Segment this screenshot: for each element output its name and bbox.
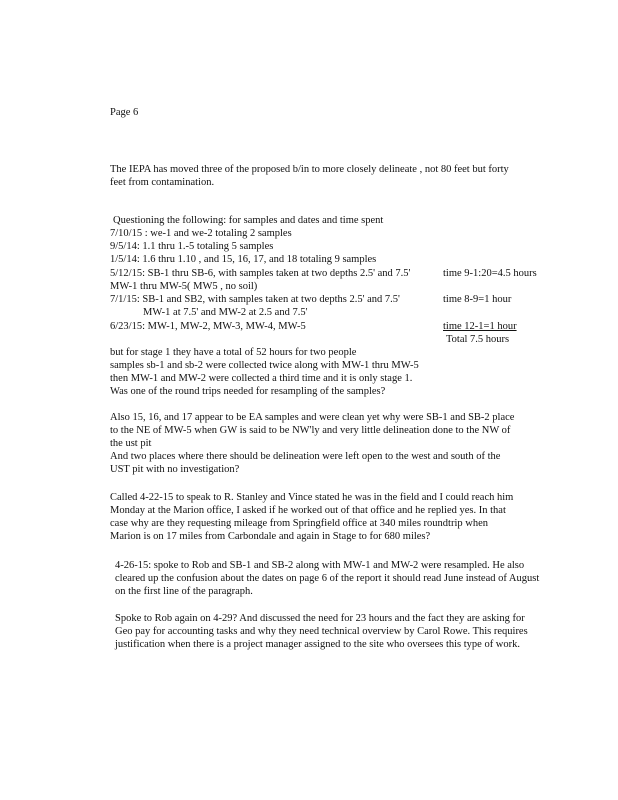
called-line-3: case why are they requesting mileage from Springfield office at 340 miles roundtrip when: [110, 518, 488, 529]
sample-line-2: 9/5/14: 1.1 thru 1.-5 totaling 5 samples: [110, 241, 274, 252]
sample-time-4: time 9-1:20=4.5 hours: [443, 268, 537, 279]
sample-line-8: 6/23/15: MW-1, MW-2, MW-3, MW-4, MW-5: [110, 321, 306, 332]
stage-line-1: but for stage 1 they have a total of 52 hours for two people: [110, 347, 357, 358]
stage-line-3: then MW-1 and MW-2 were collected a third time and it is only stage 1.: [110, 373, 413, 384]
spoke-line-3: on the first line of the paragraph.: [115, 586, 253, 597]
sample-line-5: MW-1 thru MW-5( MW5 , no soil): [110, 281, 258, 292]
stage-line-4: Was one of the round trips needed for resampling of the samples?: [110, 386, 386, 397]
again-line-3: justification when there is a project manager assigned to the site who oversees this type of work.: [115, 639, 521, 650]
ea-line-5: UST pit with no investigation?: [110, 464, 240, 475]
sample-time-8: time 12-1=1 hour: [443, 321, 517, 332]
ea-line-4: And two places where there should be delineation were left open to the west and south of the: [110, 451, 501, 462]
intro-line-2: feet from contamination.: [110, 177, 215, 188]
ea-line-3: the ust pit: [110, 438, 152, 449]
spoke-line-2: cleared up the confusion about the dates on page 6 of the report it should read June instead of August: [115, 573, 540, 584]
stage-line-2: samples sb-1 and sb-2 were collected twice along with MW-1 thru MW-5: [110, 360, 419, 371]
ea-line-1: Also 15, 16, and 17 appear to be EA samples and were clean yet why were SB-1 and SB-2 place: [110, 412, 515, 423]
called-line-1: Called 4-22-15 to speak to R. Stanley and Vince stated he was in the field and I could reach him: [110, 492, 514, 503]
total-hours: Total 7.5 hours: [446, 334, 510, 345]
sample-line-4: 5/12/15: SB-1 thru SB-6, with samples taken at two depths 2.5' and 7.5': [110, 268, 411, 279]
called-line-2: Monday at the Marion office, I asked if he worked out of that office and he replied yes. In that: [110, 505, 506, 516]
intro-line-1: The IEPA has moved three of the proposed b/in to more closely delineate , not 80 feet but forty: [110, 164, 509, 175]
sample-line-3: 1/5/14: 1.6 thru 1.10 , and 15, 16, 17, and 18 totaling 9 samples: [110, 254, 377, 265]
ea-line-2: to the NE of MW-5 when GW is said to be NW'ly and very little delineation done to the NW of: [110, 425, 511, 436]
sample-line-6: 7/1/15: SB-1 and SB2, with samples taken at two depths 2.5' and 7.5': [110, 294, 400, 305]
page-label: Page 6: [110, 107, 139, 118]
again-line-2: Geo pay for accounting tasks and why they need technical overview by Carol Rowe. This requires: [115, 626, 528, 637]
spoke-line-1: 4-26-15: spoke to Rob and SB-1 and SB-2 along with MW-1 and MW-2 were resampled. He also: [115, 560, 525, 571]
sample-time-6: time 8-9=1 hour: [443, 294, 512, 305]
questioning-line: Questioning the following: for samples and dates and time spent: [113, 215, 384, 226]
called-line-4: Marion is on 17 miles from Carbondale and again in Stage to for 680 miles?: [110, 531, 431, 542]
sample-line-7: MW-1 at 7.5' and MW-2 at 2.5 and 7.5': [143, 307, 308, 318]
sample-line-1: 7/10/15 : we-1 and we-2 totaling 2 samples: [110, 228, 292, 239]
again-line-1: Spoke to Rob again on 4-29? And discussed the need for 23 hours and the fact they are asking for: [115, 613, 525, 624]
